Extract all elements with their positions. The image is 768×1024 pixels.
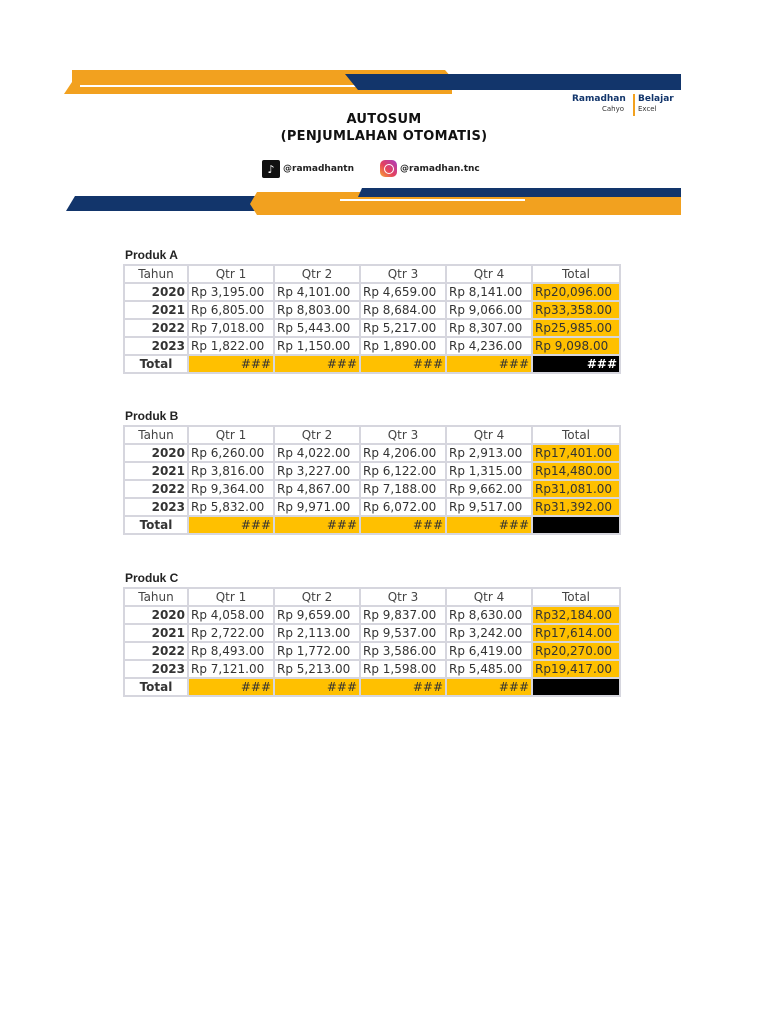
quarter-cell[interactable]: Rp 7,188.00 — [360, 480, 446, 498]
instagram-handle: @ramadhan.tnc — [400, 163, 480, 174]
quarter-cell[interactable]: Rp 8,803.00 — [274, 301, 360, 319]
quarter-cell[interactable]: Rp 5,213.00 — [274, 660, 360, 678]
page-subtitle: (PENJUMLAHAN OTOMATIS) — [280, 129, 488, 144]
column-total-cell[interactable]: ### — [446, 678, 532, 696]
year-cell[interactable]: 2021 — [124, 624, 188, 642]
quarter-cell[interactable]: Rp 1,150.00 — [274, 337, 360, 355]
quarter-cell[interactable]: Rp 7,121.00 — [188, 660, 274, 678]
table-row — [124, 480, 620, 498]
quarter-cell[interactable]: Rp 5,485.00 — [446, 660, 532, 678]
year-cell[interactable]: 2020 — [124, 444, 188, 462]
total-label[interactable]: Total — [124, 355, 188, 373]
year-cell[interactable]: 2022 — [124, 480, 188, 498]
total-label[interactable]: Total — [124, 516, 188, 534]
quarter-cell[interactable]: Rp 1,890.00 — [360, 337, 446, 355]
table-row — [124, 462, 620, 480]
header-row — [124, 426, 620, 444]
quarter-cell[interactable]: Rp 9,659.00 — [274, 606, 360, 624]
column-header[interactable]: Qtr 3 — [360, 426, 446, 444]
column-total-cell[interactable]: ### — [188, 678, 274, 696]
quarter-cell[interactable]: Rp 4,022.00 — [274, 444, 360, 462]
total-row — [124, 355, 620, 373]
quarter-cell[interactable]: Rp 4,867.00 — [274, 480, 360, 498]
table-row — [124, 301, 620, 319]
column-header[interactable]: Total — [532, 588, 620, 606]
quarter-cell[interactable]: Rp 9,537.00 — [360, 624, 446, 642]
quarter-cell[interactable]: Rp 8,684.00 — [360, 301, 446, 319]
year-cell[interactable]: 2020 — [124, 283, 188, 301]
quarter-cell[interactable]: Rp 6,122.00 — [360, 462, 446, 480]
table-row — [124, 660, 620, 678]
quarter-cell[interactable]: Rp 6,260.00 — [188, 444, 274, 462]
quarter-cell[interactable]: Rp 2,722.00 — [188, 624, 274, 642]
quarter-cell[interactable]: Rp 9,662.00 — [446, 480, 532, 498]
instagram-link[interactable] — [380, 160, 480, 177]
year-cell[interactable]: 2021 — [124, 301, 188, 319]
social-links — [262, 160, 522, 180]
grand-total-cell[interactable]: ### — [532, 355, 620, 373]
column-header[interactable]: Total — [532, 265, 620, 283]
instagram-icon — [380, 160, 397, 177]
row-total-cell[interactable]: Rp20,096.00 — [532, 283, 620, 301]
quarter-cell[interactable]: Rp 7,018.00 — [188, 319, 274, 337]
quarter-cell[interactable]: Rp 3,816.00 — [188, 462, 274, 480]
header-row — [124, 588, 620, 606]
column-header[interactable]: Qtr 2 — [274, 426, 360, 444]
section-title: Produk A — [125, 248, 178, 262]
quarter-cell[interactable]: Rp 1,315.00 — [446, 462, 532, 480]
column-total-cell[interactable]: ### — [274, 516, 360, 534]
quarter-cell[interactable]: Rp 9,971.00 — [274, 498, 360, 516]
column-total-cell[interactable]: ### — [188, 516, 274, 534]
quarter-cell[interactable]: Rp 9,066.00 — [446, 301, 532, 319]
table-row — [124, 624, 620, 642]
quarter-cell[interactable]: Rp 5,217.00 — [360, 319, 446, 337]
column-header[interactable]: Qtr 4 — [446, 588, 532, 606]
page-title: AUTOSUM — [346, 112, 422, 127]
column-header[interactable]: Qtr 1 — [188, 426, 274, 444]
quarter-cell[interactable]: Rp 2,913.00 — [446, 444, 532, 462]
year-cell[interactable]: 2023 — [124, 337, 188, 355]
table-row — [124, 319, 620, 337]
year-cell[interactable]: 2023 — [124, 498, 188, 516]
column-header[interactable]: Qtr 1 — [188, 588, 274, 606]
quarter-cell[interactable]: Rp 8,630.00 — [446, 606, 532, 624]
table-row — [124, 444, 620, 462]
brand-name: Ramadhan — [572, 94, 626, 104]
year-cell[interactable]: 2021 — [124, 462, 188, 480]
table-row — [124, 606, 620, 624]
grand-total-cell[interactable] — [532, 516, 620, 534]
quarter-cell[interactable]: Rp 3,586.00 — [360, 642, 446, 660]
row-total-cell[interactable]: Rp 9,098.00 — [532, 337, 620, 355]
column-header[interactable]: Total — [532, 426, 620, 444]
quarter-cell[interactable]: Rp 1,598.00 — [360, 660, 446, 678]
sales-table — [123, 425, 621, 535]
grand-total-cell[interactable] — [532, 678, 620, 696]
column-header[interactable]: Tahun — [124, 426, 188, 444]
row-total-cell[interactable]: Rp31,392.00 — [532, 498, 620, 516]
quarter-cell[interactable]: Rp 8,307.00 — [446, 319, 532, 337]
tiktok-icon: ♪ — [262, 160, 280, 178]
quarter-cell[interactable]: Rp 1,772.00 — [274, 642, 360, 660]
row-total-cell[interactable]: Rp14,480.00 — [532, 462, 620, 480]
quarter-cell[interactable]: Rp 8,141.00 — [446, 283, 532, 301]
section-title: Produk B — [125, 409, 179, 423]
table-row — [124, 642, 620, 660]
title-block — [0, 111, 768, 145]
row-total-cell[interactable]: Rp17,614.00 — [532, 624, 620, 642]
brand-tag-sub: Excel — [638, 105, 657, 113]
year-cell[interactable]: 2023 — [124, 660, 188, 678]
year-cell[interactable]: 2020 — [124, 606, 188, 624]
column-header[interactable]: Qtr 2 — [274, 265, 360, 283]
brand-name-sub: Cahyo — [602, 105, 625, 113]
row-total-cell[interactable]: Rp31,081.00 — [532, 480, 620, 498]
quarter-cell[interactable]: Rp 3,242.00 — [446, 624, 532, 642]
row-total-cell[interactable]: Rp20,270.00 — [532, 642, 620, 660]
quarter-cell[interactable]: Rp 4,659.00 — [360, 283, 446, 301]
quarter-cell[interactable]: Rp 1,822.00 — [188, 337, 274, 355]
tiktok-handle: @ramadhantn — [283, 164, 355, 174]
column-header[interactable]: Qtr 4 — [446, 265, 532, 283]
column-total-cell[interactable]: ### — [188, 355, 274, 373]
column-total-cell[interactable]: ### — [446, 355, 532, 373]
column-total-cell[interactable]: ### — [360, 355, 446, 373]
total-row — [124, 516, 620, 534]
quarter-cell[interactable]: Rp 3,227.00 — [274, 462, 360, 480]
table-row — [124, 498, 620, 516]
row-total-cell[interactable]: Rp25,985.00 — [532, 319, 620, 337]
total-row — [124, 678, 620, 696]
quarter-cell[interactable]: Rp 2,113.00 — [274, 624, 360, 642]
row-total-cell[interactable]: Rp33,358.00 — [532, 301, 620, 319]
quarter-cell[interactable]: Rp 9,364.00 — [188, 480, 274, 498]
table-row — [124, 337, 620, 355]
column-total-cell[interactable]: ### — [446, 516, 532, 534]
table-row — [124, 283, 620, 301]
row-total-cell[interactable]: Rp32,184.00 — [532, 606, 620, 624]
row-total-cell[interactable]: Rp19,417.00 — [532, 660, 620, 678]
quarter-cell[interactable]: Rp 8,493.00 — [188, 642, 274, 660]
sales-table — [123, 587, 621, 697]
tiktok-link[interactable] — [262, 160, 354, 178]
column-header[interactable]: Qtr 3 — [360, 265, 446, 283]
column-total-cell[interactable]: ### — [360, 678, 446, 696]
section-title: Produk C — [125, 571, 179, 585]
header-row — [124, 265, 620, 283]
quarter-cell[interactable]: Rp 4,236.00 — [446, 337, 532, 355]
column-header[interactable]: Qtr 1 — [188, 265, 274, 283]
quarter-cell[interactable]: Rp 6,805.00 — [188, 301, 274, 319]
quarter-cell[interactable]: Rp 6,072.00 — [360, 498, 446, 516]
brand-tag: Belajar — [638, 94, 674, 104]
quarter-cell[interactable]: Rp 5,443.00 — [274, 319, 360, 337]
quarter-cell[interactable]: Rp 4,206.00 — [360, 444, 446, 462]
sales-table — [123, 264, 621, 374]
column-total-cell[interactable]: ### — [274, 355, 360, 373]
year-cell[interactable]: 2022 — [124, 319, 188, 337]
row-total-cell[interactable]: Rp17,401.00 — [532, 444, 620, 462]
total-label[interactable]: Total — [124, 678, 188, 696]
quarter-cell[interactable]: Rp 3,195.00 — [188, 283, 274, 301]
quarter-cell[interactable]: Rp 4,058.00 — [188, 606, 274, 624]
quarter-cell[interactable]: Rp 5,832.00 — [188, 498, 274, 516]
year-cell[interactable]: 2022 — [124, 642, 188, 660]
quarter-cell[interactable]: Rp 6,419.00 — [446, 642, 532, 660]
column-header[interactable]: Tahun — [124, 588, 188, 606]
column-header[interactable]: Tahun — [124, 265, 188, 283]
column-header[interactable]: Qtr 3 — [360, 588, 446, 606]
quarter-cell[interactable]: Rp 9,837.00 — [360, 606, 446, 624]
column-header[interactable]: Qtr 4 — [446, 426, 532, 444]
column-total-cell[interactable]: ### — [360, 516, 446, 534]
column-header[interactable]: Qtr 2 — [274, 588, 360, 606]
quarter-cell[interactable]: Rp 4,101.00 — [274, 283, 360, 301]
column-total-cell[interactable]: ### — [274, 678, 360, 696]
quarter-cell[interactable]: Rp 9,517.00 — [446, 498, 532, 516]
